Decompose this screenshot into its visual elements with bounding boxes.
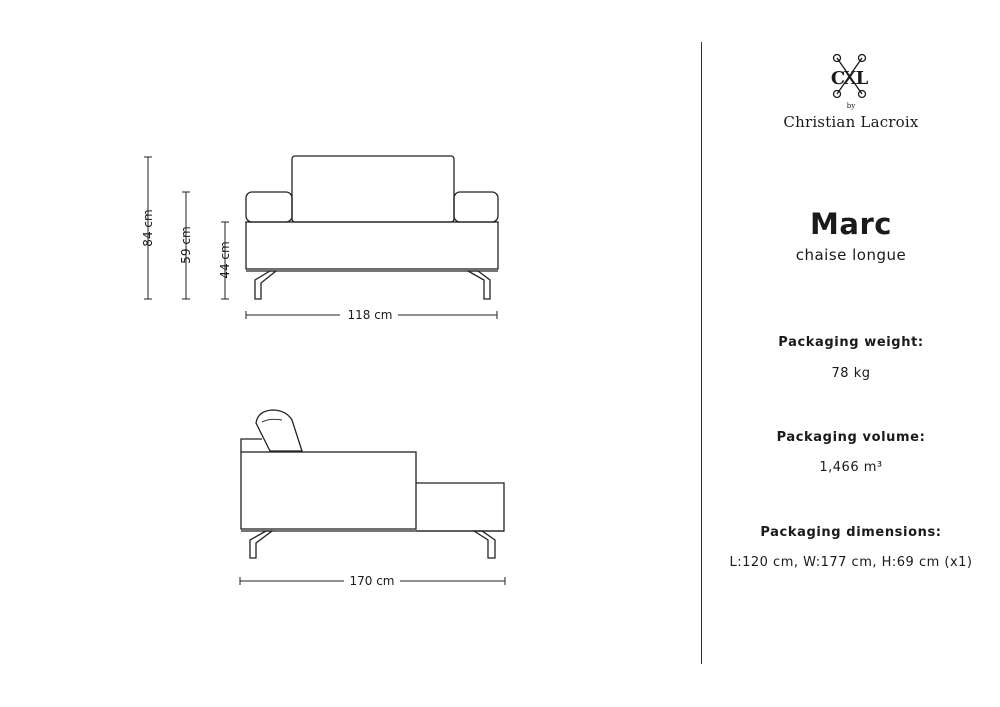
front-seat-base bbox=[246, 222, 498, 269]
monogram-icon bbox=[702, 52, 1000, 100]
brand-by: by bbox=[846, 102, 856, 110]
packaging-weight-value: 78 kg bbox=[831, 366, 871, 381]
front-backrest bbox=[292, 156, 454, 222]
packaging-dimensions-label: Packaging dimensions: bbox=[760, 525, 942, 540]
side-view bbox=[241, 410, 504, 558]
packaging-dimensions-value: L:120 cm, W:177 cm, H:69 cm (x1) bbox=[729, 555, 973, 570]
brand-name: Christian Lacroix bbox=[783, 113, 919, 131]
front-right-leg bbox=[468, 271, 490, 299]
monogram-l: L bbox=[855, 68, 869, 89]
dim-84-label: 84 cm bbox=[141, 209, 155, 247]
dim-118-label: 118 cm bbox=[347, 308, 393, 322]
side-back-top bbox=[241, 439, 262, 452]
product-type: chaise longue bbox=[795, 246, 907, 264]
side-chaise-extension bbox=[416, 483, 504, 531]
packaging-volume-value: 1,466 m³ bbox=[819, 460, 883, 475]
dim-44-label: 44 cm bbox=[218, 241, 232, 279]
dim-59-label: 59 cm bbox=[179, 226, 193, 264]
side-body bbox=[241, 452, 416, 529]
packaging-volume-label: Packaging volume: bbox=[776, 430, 926, 445]
product-name: Marc bbox=[810, 207, 892, 241]
monogram-x: X bbox=[843, 68, 857, 89]
front-left-armrest bbox=[246, 192, 292, 222]
brand-logo bbox=[702, 52, 1000, 131]
packaging-weight-label: Packaging weight: bbox=[778, 335, 924, 350]
front-left-leg bbox=[255, 271, 276, 299]
monogram-c: C bbox=[830, 68, 846, 89]
dim-170-label: 170 cm bbox=[349, 574, 395, 588]
side-left-leg bbox=[250, 531, 272, 558]
side-right-leg bbox=[474, 531, 495, 558]
front-view bbox=[246, 156, 498, 299]
side-cushion bbox=[256, 410, 302, 451]
front-right-armrest bbox=[454, 192, 498, 222]
info-panel bbox=[702, 0, 1000, 707]
